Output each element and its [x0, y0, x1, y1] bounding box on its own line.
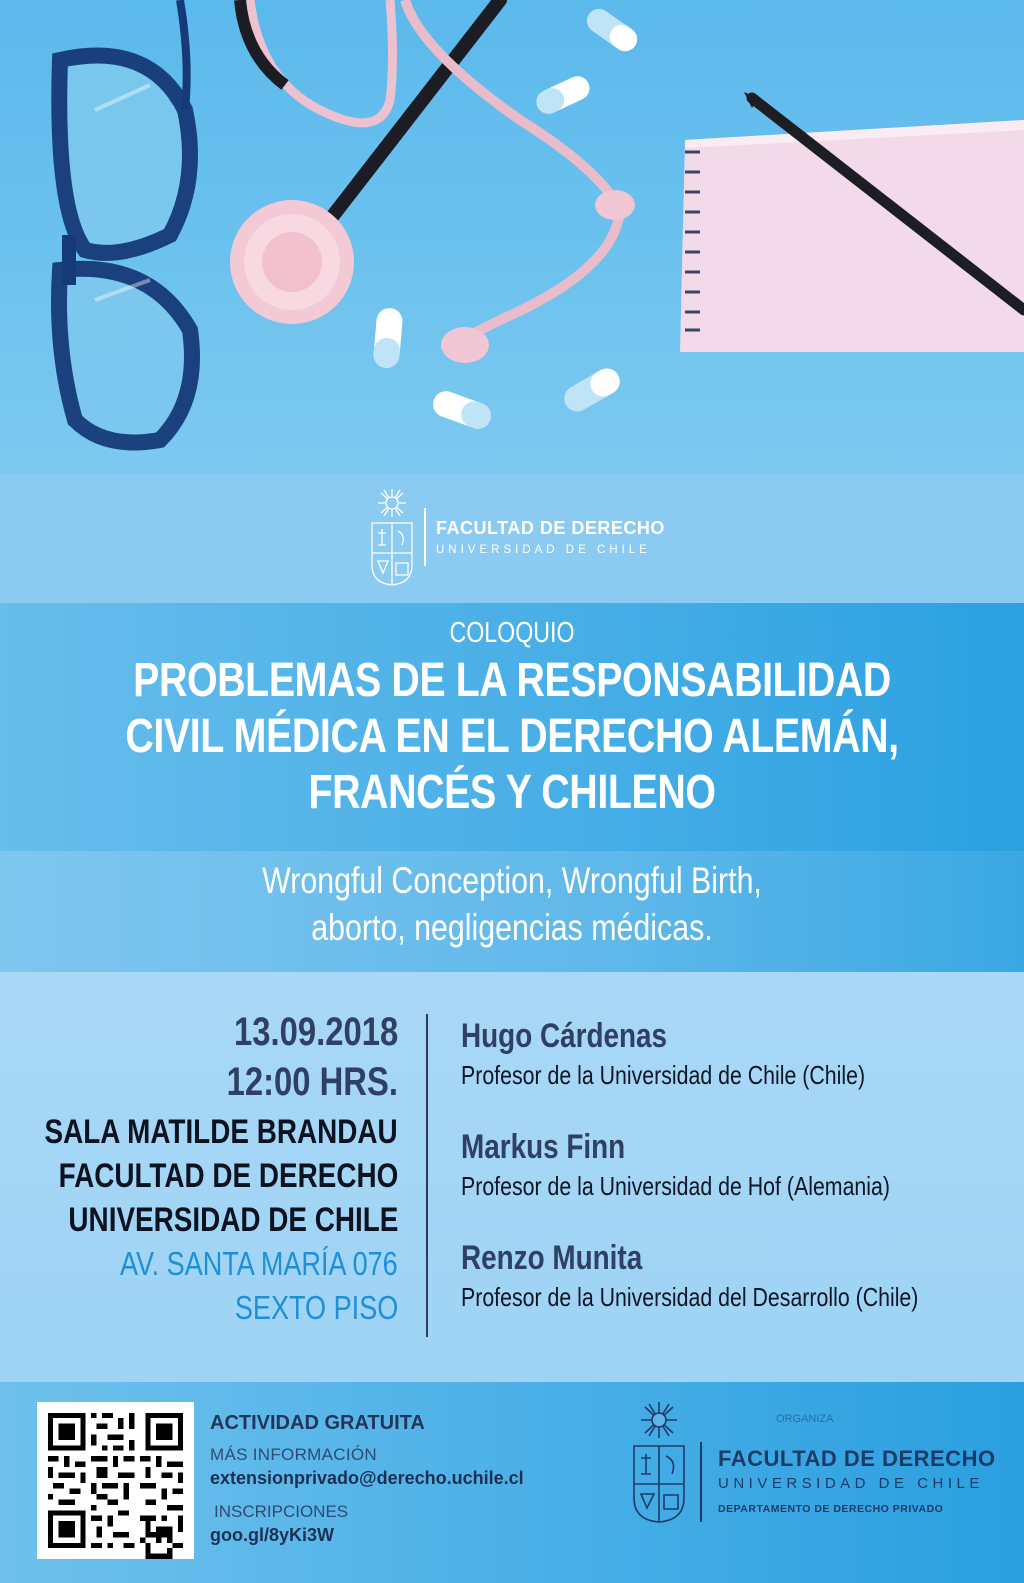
speaker-name: Renzo Munita [461, 1239, 643, 1277]
free-activity-label: ACTIVIDAD GRATUITA [210, 1412, 425, 1434]
more-info-label: MÁS INFORMACIÓN [210, 1445, 377, 1464]
organizer-department: DEPARTAMENTO DE DERECHO PRIVADO [718, 1503, 944, 1515]
registration-qr-code[interactable] [37, 1402, 194, 1559]
event-subtitle-line-1: Wrongful Conception, Wrongful Birth, [262, 860, 762, 901]
organizer-label: ORGANIZA [776, 1413, 834, 1425]
event-date: 13.09.2018 [233, 1010, 398, 1054]
venue-line-1: SALA MATILDE BRANDAU [44, 1113, 398, 1151]
speaker-role: Profesor de la Universidad de Hof (Alemania) [461, 1171, 890, 1201]
event-title-line-3: FRANCÉS Y CHILENO [308, 766, 716, 819]
event-time: 12:00 HRS. [226, 1060, 398, 1104]
event-subtitle-line-2: aborto, negligencias médicas. [311, 907, 713, 948]
speaker-role: Profesor de la Universidad de Chile (Chile) [461, 1060, 866, 1090]
registration-label: INSCRIPCIONES [214, 1502, 349, 1521]
speaker-name: Markus Finn [461, 1128, 626, 1166]
university-crest-icon [629, 1400, 689, 1524]
venue-line-3: UNIVERSIDAD DE CHILE [68, 1201, 398, 1239]
organizer-university: UNIVERSIDAD DE CHILE [718, 1475, 984, 1492]
event-title-line-2: CIVIL MÉDICA EN EL DERECHO ALEMÁN, [125, 710, 899, 763]
subtitle-band [0, 851, 1024, 972]
address-line-1: AV. SANTA MARÍA 076 [120, 1245, 398, 1282]
speaker-role: Profesor de la Universidad del Desarrollo (Chile) [461, 1282, 919, 1312]
contact-email-link[interactable]: extensionprivado@derecho.uchile.cl [210, 1468, 524, 1488]
qr-code-icon [37, 1402, 194, 1559]
notebook-icon [680, 120, 1024, 352]
stethoscope-icon [230, 0, 635, 363]
logo-divider [424, 508, 426, 566]
university-crest-icon [368, 487, 416, 587]
medical-desk-illustration [0, 0, 1024, 475]
title-band [0, 603, 1024, 851]
speaker-name: Hugo Cárdenas [461, 1017, 668, 1055]
pills-icon [372, 4, 641, 432]
faculty-name: FACULTAD DE DERECHO [436, 518, 665, 538]
logo-text [436, 518, 665, 556]
event-title-line-1: PROBLEMAS DE LA RESPONSABILIDAD [133, 654, 891, 707]
organizer-logo-divider [700, 1442, 702, 1522]
venue-line-2: FACULTAD DE DERECHO [58, 1157, 398, 1195]
address-line-2: SEXTO PISO [234, 1289, 398, 1326]
details-divider [426, 1014, 428, 1337]
faculty-logo [368, 487, 665, 587]
header-logo-band [0, 475, 1024, 603]
event-type: COLOQUIO [449, 617, 575, 649]
organizer-faculty: FACULTAD DE DERECHO [718, 1446, 996, 1471]
eyeglasses-icon [59, 0, 192, 443]
university-name: UNIVERSIDAD DE CHILE [436, 544, 651, 556]
organizer-logo [629, 1400, 689, 1524]
registration-link[interactable]: goo.gl/8yKi3W [210, 1525, 335, 1545]
hero-illustration [0, 0, 1024, 475]
